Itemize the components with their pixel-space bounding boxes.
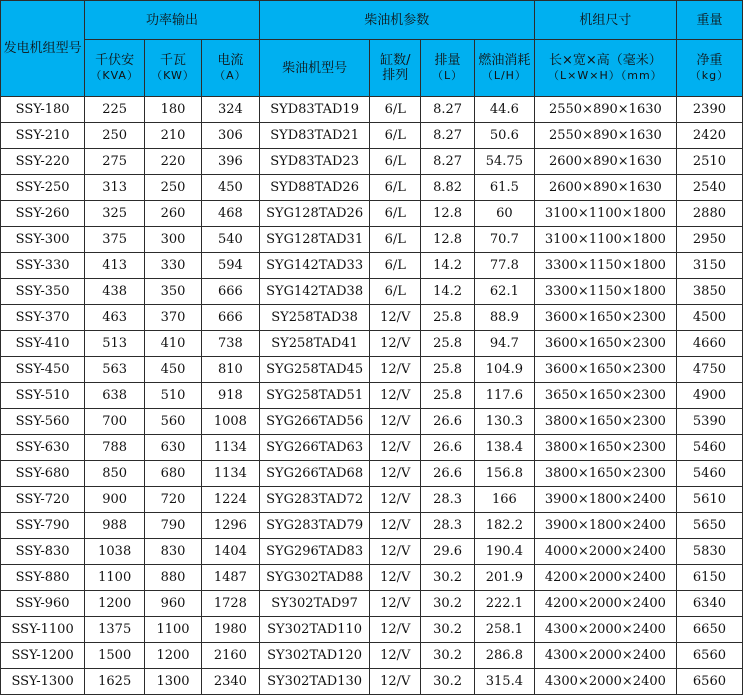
cell-dimensions: 3800×1650×2300: [534, 409, 676, 435]
header-current-unit: （A）: [214, 69, 247, 82]
cell-kw: 880: [145, 565, 202, 591]
cell-engine-model: SYD88TAD26: [259, 175, 370, 201]
cell-kva: 413: [85, 253, 145, 279]
cell-displacement: 28.3: [421, 487, 475, 513]
table-row: [1, 591, 743, 617]
cell-engine-model: SY302TAD110: [259, 617, 370, 643]
cell-model: SSY-880: [1, 565, 85, 591]
header-displacement-unit: （L）: [431, 69, 464, 82]
header-fuel-label: 燃油消耗: [478, 53, 531, 68]
cell-engine-model: SYD83TAD19: [259, 97, 370, 123]
table-row: [1, 565, 743, 591]
table-row: [1, 539, 743, 565]
cell-displacement: 25.8: [421, 357, 475, 383]
cell-kva: 850: [85, 461, 145, 487]
cell-displacement: 30.2: [421, 643, 475, 669]
cell-net-weight: 3150: [676, 253, 742, 279]
cell-net-weight: 2420: [676, 123, 742, 149]
cell-current: 1487: [201, 565, 259, 591]
cell-cylinders: 12/V: [370, 591, 421, 617]
cell-kva: 1625: [85, 669, 145, 695]
cell-kva: 325: [85, 201, 145, 227]
cell-model: SSY-300: [1, 227, 85, 253]
cell-fuel-consumption: 44.6: [474, 97, 534, 123]
cell-kva: 1100: [85, 565, 145, 591]
cell-fuel-consumption: 117.6: [474, 383, 534, 409]
cell-net-weight: 4660: [676, 331, 742, 357]
cell-engine-model: SYG266TAD68: [259, 461, 370, 487]
cell-kw: 830: [145, 539, 202, 565]
cell-current: 1224: [201, 487, 259, 513]
cell-engine-model: SYD83TAD21: [259, 123, 370, 149]
header-dimensions-label: 长×宽×高（毫米）: [548, 53, 662, 68]
cell-model: SSY-1300: [1, 669, 85, 695]
cell-kw: 1200: [145, 643, 202, 669]
cell-kva: 513: [85, 331, 145, 357]
cell-engine-model: SYG283TAD72: [259, 487, 370, 513]
cell-current: 594: [201, 253, 259, 279]
cell-net-weight: 5650: [676, 513, 742, 539]
cell-kw: 680: [145, 461, 202, 487]
cell-displacement: 30.2: [421, 617, 475, 643]
table-row: [1, 357, 743, 383]
cell-kva: 250: [85, 123, 145, 149]
cell-kva: 700: [85, 409, 145, 435]
header-dimensions: [534, 40, 676, 97]
table-row: [1, 97, 743, 123]
cell-cylinders: 12/V: [370, 435, 421, 461]
table-row: [1, 305, 743, 331]
header-net-weight-label: 净重: [696, 53, 723, 68]
cell-kw: 1100: [145, 617, 202, 643]
cell-kva: 988: [85, 513, 145, 539]
cell-engine-model: SYD83TAD23: [259, 149, 370, 175]
cell-net-weight: 5460: [676, 461, 742, 487]
cell-kw: 180: [145, 97, 202, 123]
cell-model: SSY-350: [1, 279, 85, 305]
cell-fuel-consumption: 61.5: [474, 175, 534, 201]
cell-fuel-consumption: 77.8: [474, 253, 534, 279]
cell-current: 450: [201, 175, 259, 201]
cell-kw: 330: [145, 253, 202, 279]
cell-fuel-consumption: 60: [474, 201, 534, 227]
cell-displacement: 29.6: [421, 539, 475, 565]
cell-model: SSY-220: [1, 149, 85, 175]
header-kva-unit: （KVA）: [90, 69, 139, 82]
table-row: [1, 149, 743, 175]
cell-cylinders: 6/L: [370, 227, 421, 253]
cell-engine-model: SYG258TAD45: [259, 357, 370, 383]
cell-net-weight: 6650: [676, 617, 742, 643]
cell-current: 810: [201, 357, 259, 383]
cell-kw: 510: [145, 383, 202, 409]
header-displacement: [421, 40, 475, 97]
cell-current: 1008: [201, 409, 259, 435]
cell-displacement: 8.27: [421, 149, 475, 175]
cell-engine-model: SYG283TAD79: [259, 513, 370, 539]
cell-cylinders: 12/V: [370, 513, 421, 539]
header-dimensions-unit: （L×W×H）（mm）: [548, 69, 663, 82]
cell-dimensions: 3900×1800×2400: [534, 487, 676, 513]
cell-kw: 220: [145, 149, 202, 175]
cell-current: 918: [201, 383, 259, 409]
cell-engine-model: SYG266TAD56: [259, 409, 370, 435]
cell-dimensions: 3300×1150×1800: [534, 253, 676, 279]
cell-engine-model: SY258TAD38: [259, 305, 370, 331]
cell-dimensions: 4200×2000×2400: [534, 591, 676, 617]
cell-kw: 960: [145, 591, 202, 617]
cell-cylinders: 6/L: [370, 253, 421, 279]
cell-net-weight: 4750: [676, 357, 742, 383]
table-row: [1, 201, 743, 227]
header-displacement-label: 排量: [434, 53, 461, 68]
table-row: [1, 175, 743, 201]
cell-displacement: 30.2: [421, 669, 475, 695]
cell-kw: 720: [145, 487, 202, 513]
table-row: [1, 435, 743, 461]
cell-kva: 1500: [85, 643, 145, 669]
cell-fuel-consumption: 315.4: [474, 669, 534, 695]
cell-model: SSY-1100: [1, 617, 85, 643]
cell-model: SSY-680: [1, 461, 85, 487]
cell-displacement: 26.6: [421, 409, 475, 435]
cell-fuel-consumption: 166: [474, 487, 534, 513]
cell-dimensions: 4300×2000×2400: [534, 643, 676, 669]
cell-model: SSY-250: [1, 175, 85, 201]
cell-engine-model: SYG142TAD33: [259, 253, 370, 279]
header-net-weight: [676, 40, 742, 97]
cell-cylinders: 6/L: [370, 149, 421, 175]
table-row: [1, 643, 743, 669]
cell-model: SSY-210: [1, 123, 85, 149]
cell-fuel-consumption: 130.3: [474, 409, 534, 435]
cell-dimensions: 3800×1650×2300: [534, 435, 676, 461]
cell-dimensions: 3100×1100×1800: [534, 201, 676, 227]
cell-net-weight: 6560: [676, 669, 742, 695]
cell-kw: 300: [145, 227, 202, 253]
cell-dimensions: 4200×2000×2400: [534, 565, 676, 591]
cell-kva: 788: [85, 435, 145, 461]
cell-kw: 410: [145, 331, 202, 357]
cell-cylinders: 6/L: [370, 201, 421, 227]
cell-dimensions: 3800×1650×2300: [534, 461, 676, 487]
cell-dimensions: 4000×2000×2400: [534, 539, 676, 565]
cell-cylinders: 12/V: [370, 617, 421, 643]
header-model: 发电机组型号: [1, 1, 85, 97]
cell-current: 1980: [201, 617, 259, 643]
cell-net-weight: 5460: [676, 435, 742, 461]
cell-current: 468: [201, 201, 259, 227]
cell-displacement: 25.8: [421, 305, 475, 331]
cell-kw: 350: [145, 279, 202, 305]
cell-kva: 638: [85, 383, 145, 409]
cell-engine-model: SYG296TAD83: [259, 539, 370, 565]
cell-cylinders: 6/L: [370, 175, 421, 201]
cell-net-weight: 6560: [676, 643, 742, 669]
header-kw-label: 千瓦: [160, 53, 187, 68]
cell-net-weight: 5390: [676, 409, 742, 435]
cell-current: 738: [201, 331, 259, 357]
cell-kw: 260: [145, 201, 202, 227]
cell-net-weight: 2950: [676, 227, 742, 253]
cell-displacement: 14.2: [421, 279, 475, 305]
cell-displacement: 8.27: [421, 123, 475, 149]
cell-displacement: 8.82: [421, 175, 475, 201]
header-kw: [145, 40, 202, 97]
cell-kw: 790: [145, 513, 202, 539]
cell-kva: 313: [85, 175, 145, 201]
table-row: [1, 617, 743, 643]
cell-kva: 563: [85, 357, 145, 383]
table-body: [1, 97, 743, 695]
cell-cylinders: 12/V: [370, 669, 421, 695]
cell-engine-model: SY302TAD120: [259, 643, 370, 669]
table-row: [1, 461, 743, 487]
cell-displacement: 14.2: [421, 253, 475, 279]
cell-kw: 1300: [145, 669, 202, 695]
cell-displacement: 12.8: [421, 227, 475, 253]
table-row: [1, 227, 743, 253]
header-weight: 重量: [676, 1, 742, 40]
header-cylinders-unit: 排列: [382, 68, 409, 83]
cell-current: 306: [201, 123, 259, 149]
cell-cylinders: 6/L: [370, 279, 421, 305]
cell-cylinders: 12/V: [370, 643, 421, 669]
cell-displacement: 28.3: [421, 513, 475, 539]
cell-fuel-consumption: 88.9: [474, 305, 534, 331]
cell-model: SSY-330: [1, 253, 85, 279]
cell-cylinders: 12/V: [370, 565, 421, 591]
table-row: [1, 253, 743, 279]
cell-current: 1296: [201, 513, 259, 539]
header-engine-model: 柴油机型号: [259, 40, 370, 97]
cell-dimensions: 3300×1150×1800: [534, 279, 676, 305]
cell-current: 540: [201, 227, 259, 253]
cell-dimensions: 2600×890×1630: [534, 175, 676, 201]
cell-engine-model: SYG128TAD31: [259, 227, 370, 253]
cell-dimensions: 2550×890×1630: [534, 97, 676, 123]
header-engine-params: 柴油机参数: [259, 1, 534, 40]
cell-cylinders: 12/V: [370, 357, 421, 383]
cell-fuel-consumption: 190.4: [474, 539, 534, 565]
cell-fuel-consumption: 138.4: [474, 435, 534, 461]
table-header: [1, 1, 743, 97]
header-fuel-consumption: [474, 40, 534, 97]
cell-engine-model: SYG128TAD26: [259, 201, 370, 227]
cell-kva: 1200: [85, 591, 145, 617]
cell-model: SSY-370: [1, 305, 85, 331]
cell-current: 1728: [201, 591, 259, 617]
cell-dimensions: 3600×1650×2300: [534, 331, 676, 357]
cell-engine-model: SYG266TAD63: [259, 435, 370, 461]
cell-net-weight: 6150: [676, 565, 742, 591]
cell-engine-model: SY302TAD97: [259, 591, 370, 617]
cell-cylinders: 12/V: [370, 383, 421, 409]
cell-cylinders: 12/V: [370, 461, 421, 487]
cell-dimensions: 3900×1800×2400: [534, 513, 676, 539]
cell-model: SSY-720: [1, 487, 85, 513]
cell-fuel-consumption: 62.1: [474, 279, 534, 305]
header-fuel-unit: （L/H）: [481, 69, 527, 82]
cell-cylinders: 6/L: [370, 123, 421, 149]
cell-kva: 375: [85, 227, 145, 253]
table-row: [1, 331, 743, 357]
cell-net-weight: 5830: [676, 539, 742, 565]
cell-kw: 210: [145, 123, 202, 149]
cell-model: SSY-960: [1, 591, 85, 617]
cell-model: SSY-180: [1, 97, 85, 123]
cell-displacement: 26.6: [421, 435, 475, 461]
header-current: [201, 40, 259, 97]
cell-dimensions: 3100×1100×1800: [534, 227, 676, 253]
cell-current: 2340: [201, 669, 259, 695]
cell-model: SSY-560: [1, 409, 85, 435]
cell-fuel-consumption: 104.9: [474, 357, 534, 383]
cell-fuel-consumption: 54.75: [474, 149, 534, 175]
cell-fuel-consumption: 258.1: [474, 617, 534, 643]
header-kva: [85, 40, 145, 97]
cell-displacement: 8.27: [421, 97, 475, 123]
cell-net-weight: 2880: [676, 201, 742, 227]
cell-net-weight: 4500: [676, 305, 742, 331]
cell-engine-model: SYG258TAD51: [259, 383, 370, 409]
cell-kva: 438: [85, 279, 145, 305]
cell-model: SSY-410: [1, 331, 85, 357]
cell-displacement: 25.8: [421, 331, 475, 357]
cell-cylinders: 12/V: [370, 487, 421, 513]
table-row: [1, 409, 743, 435]
table-row: [1, 123, 743, 149]
cell-current: 1404: [201, 539, 259, 565]
cell-kva: 463: [85, 305, 145, 331]
cell-engine-model: SYG302TAD88: [259, 565, 370, 591]
cell-dimensions: 2550×890×1630: [534, 123, 676, 149]
cell-net-weight: 4900: [676, 383, 742, 409]
cell-cylinders: 12/V: [370, 539, 421, 565]
cell-cylinders: 12/V: [370, 409, 421, 435]
table-row: [1, 279, 743, 305]
cell-kw: 450: [145, 357, 202, 383]
cell-dimensions: 3600×1650×2300: [534, 357, 676, 383]
header-net-weight-unit: （kg）: [689, 69, 730, 82]
cell-model: SSY-450: [1, 357, 85, 383]
cell-engine-model: SY302TAD130: [259, 669, 370, 695]
cell-fuel-consumption: 182.2: [474, 513, 534, 539]
cell-displacement: 26.6: [421, 461, 475, 487]
header-kva-label: 千伏安: [95, 53, 135, 68]
cell-kva: 225: [85, 97, 145, 123]
cell-dimensions: 3650×1650×2300: [534, 383, 676, 409]
cell-model: SSY-1200: [1, 643, 85, 669]
cell-model: SSY-510: [1, 383, 85, 409]
cell-fuel-consumption: 222.1: [474, 591, 534, 617]
cell-current: 1134: [201, 461, 259, 487]
table-row: [1, 487, 743, 513]
cell-fuel-consumption: 50.6: [474, 123, 534, 149]
cell-fuel-consumption: 201.9: [474, 565, 534, 591]
cell-engine-model: SYG142TAD38: [259, 279, 370, 305]
cell-cylinders: 12/V: [370, 331, 421, 357]
cell-dimensions: 3600×1650×2300: [534, 305, 676, 331]
header-kw-unit: （KW）: [151, 69, 195, 82]
cell-model: SSY-630: [1, 435, 85, 461]
table-row: [1, 669, 743, 695]
table-row: [1, 513, 743, 539]
cell-net-weight: 2390: [676, 97, 742, 123]
cell-fuel-consumption: 70.7: [474, 227, 534, 253]
header-cylinders: [370, 40, 421, 97]
cell-current: 396: [201, 149, 259, 175]
cell-net-weight: 2540: [676, 175, 742, 201]
cell-net-weight: 3850: [676, 279, 742, 305]
cell-current: 666: [201, 279, 259, 305]
header-current-label: 电流: [217, 53, 244, 68]
cell-fuel-consumption: 156.8: [474, 461, 534, 487]
cell-model: SSY-260: [1, 201, 85, 227]
cell-displacement: 30.2: [421, 591, 475, 617]
cell-model: SSY-790: [1, 513, 85, 539]
cell-net-weight: 2510: [676, 149, 742, 175]
cell-current: 1134: [201, 435, 259, 461]
cell-cylinders: 12/V: [370, 305, 421, 331]
cell-kva: 1038: [85, 539, 145, 565]
cell-kw: 370: [145, 305, 202, 331]
cell-dimensions: 4300×2000×2400: [534, 669, 676, 695]
cell-current: 324: [201, 97, 259, 123]
header-cylinders-label: 缸数/: [380, 53, 411, 68]
cell-displacement: 12.8: [421, 201, 475, 227]
cell-cylinders: 6/L: [370, 97, 421, 123]
cell-net-weight: 5610: [676, 487, 742, 513]
cell-fuel-consumption: 286.8: [474, 643, 534, 669]
cell-current: 2160: [201, 643, 259, 669]
cell-kw: 560: [145, 409, 202, 435]
header-unit-dimensions: 机组尺寸: [534, 1, 676, 40]
cell-current: 666: [201, 305, 259, 331]
cell-displacement: 25.8: [421, 383, 475, 409]
cell-engine-model: SY258TAD41: [259, 331, 370, 357]
cell-dimensions: 4300×2000×2400: [534, 617, 676, 643]
cell-net-weight: 6340: [676, 591, 742, 617]
cell-kva: 275: [85, 149, 145, 175]
cell-fuel-consumption: 94.7: [474, 331, 534, 357]
table-row: [1, 383, 743, 409]
header-power-output: 功率输出: [85, 1, 260, 40]
cell-kw: 630: [145, 435, 202, 461]
cell-kva: 900: [85, 487, 145, 513]
cell-model: SSY-830: [1, 539, 85, 565]
cell-kva: 1375: [85, 617, 145, 643]
cell-dimensions: 2600×890×1630: [534, 149, 676, 175]
cell-displacement: 30.2: [421, 565, 475, 591]
cell-kw: 250: [145, 175, 202, 201]
